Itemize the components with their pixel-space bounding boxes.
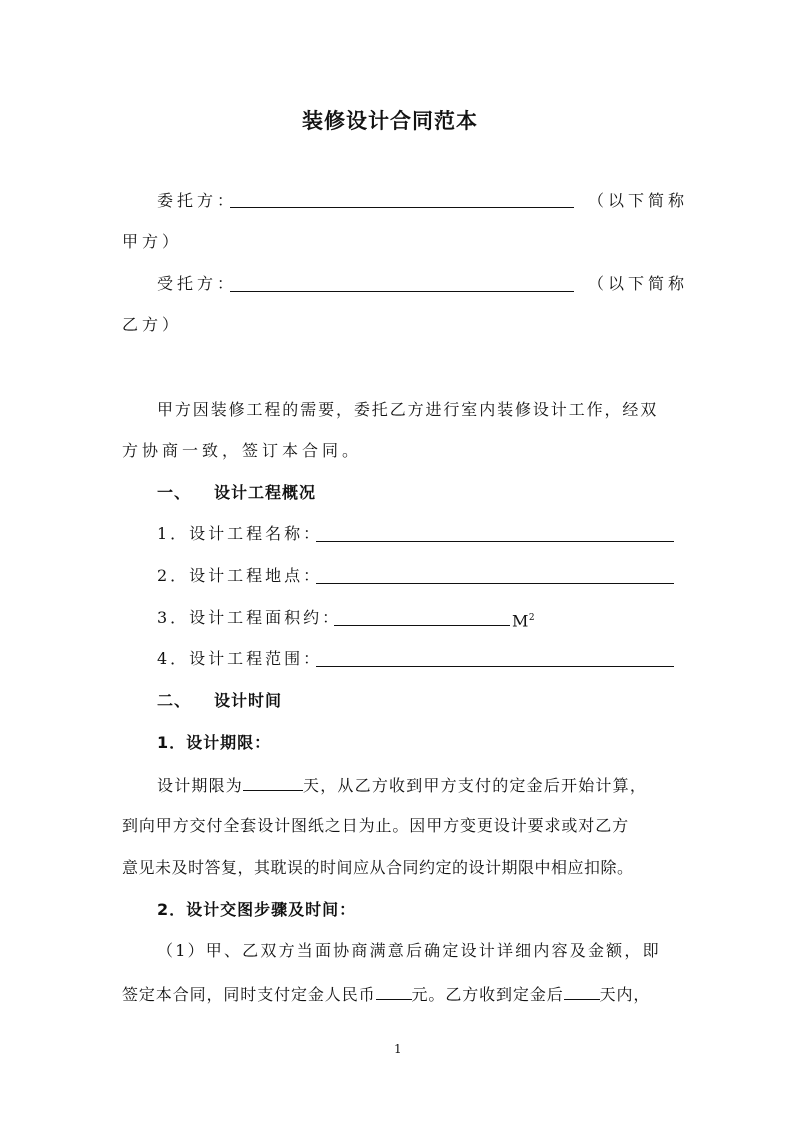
delivery-steps-heading: 2．设计交图步骤及时间：	[157, 900, 357, 919]
section-2-number: 二、	[157, 691, 192, 710]
design-period-line-1: 设计期限为 天，从乙方收到甲方支付的定金后开始计算，	[157, 772, 647, 798]
deposit-amount-blank	[376, 981, 412, 1000]
client-name-blank	[230, 207, 574, 208]
designer-name-blank	[230, 291, 574, 292]
project-name-blank	[316, 541, 674, 542]
client-suffix: （以下简称	[588, 191, 689, 210]
project-scope-blank	[316, 666, 674, 667]
project-area-label: 3．设计工程面积约：	[157, 608, 342, 627]
project-area-blank	[334, 625, 510, 626]
section-1-number: 一、	[157, 483, 192, 502]
project-location-label: 2．设计工程地点：	[157, 566, 323, 585]
project-name-label: 1．设计工程名称：	[157, 524, 323, 543]
design-days-blank	[243, 772, 303, 791]
designer-label: 受托方：	[157, 274, 238, 293]
design-period-line-2: 到向甲方交付全套设计图纸之日为止。因甲方变更设计要求或对乙方	[122, 816, 630, 835]
intro-line-1: 甲方因装修工程的需要，委托乙方进行室内装修设计工作，经双	[157, 400, 659, 419]
area-unit: $M^2$	[512, 611, 536, 631]
delivery-step-1-line-1: （1）甲、乙双方当面协商满意后确定设计详细内容及金额，即	[157, 941, 661, 960]
section-2-title: 设计时间	[214, 691, 283, 710]
document-title: 装修设计合同范本	[302, 109, 478, 133]
designer-suffix-cont: 乙方）	[122, 315, 183, 334]
delivery-step-1-line-2: 签定本合同，同时支付定金人民币 元。乙方收到定金后 天内，	[122, 981, 650, 1007]
client-suffix-cont: 甲方）	[122, 232, 183, 251]
design-period-heading: 1．设计期限：	[157, 733, 272, 752]
client-label: 委托方：	[157, 191, 238, 210]
intro-line-2: 方协商一致，签订本合同。	[122, 441, 363, 460]
page-number: 1	[394, 1042, 402, 1056]
section-1-title: 设计工程概况	[214, 483, 317, 502]
designer-suffix: （以下简称	[588, 274, 689, 293]
days-after-deposit-blank	[564, 981, 600, 1000]
project-scope-label: 4．设计工程范围：	[157, 649, 323, 668]
area-unit-exponent: 2	[528, 613, 536, 623]
project-location-blank	[316, 583, 674, 584]
design-period-line-3: 意见未及时答复，其耽误的时间应从合同约定的设计期限中相应扣除。	[122, 858, 634, 877]
